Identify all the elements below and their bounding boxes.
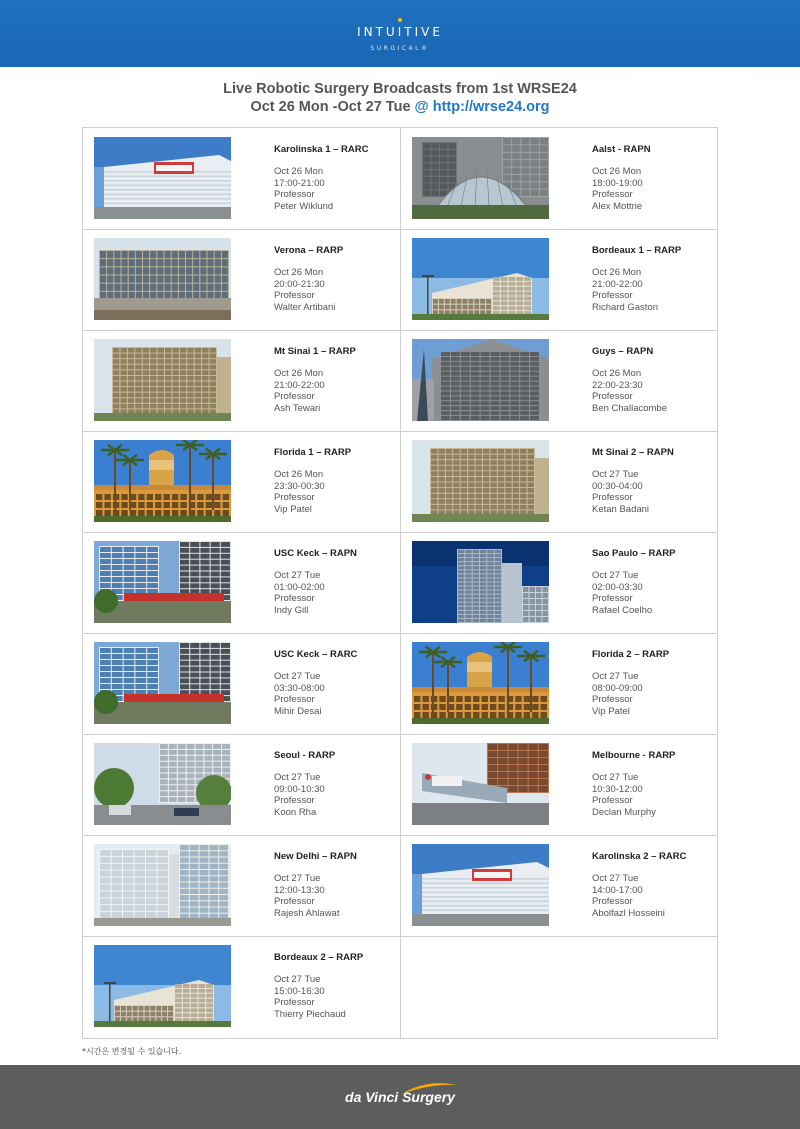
footer-bar <box>0 1065 800 1129</box>
hospital-photo <box>412 238 549 320</box>
surgeon-title: Professor <box>592 290 633 302</box>
surgeon-name: Declan Murphy <box>592 806 656 818</box>
hospital-photo <box>94 844 231 926</box>
broadcast-time: 17:00-21:00 <box>274 177 325 189</box>
broadcast-card <box>83 936 400 1037</box>
broadcast-date: Oct 27 Tue <box>592 772 639 784</box>
broadcast-card <box>83 431 400 532</box>
surgeon-title: Professor <box>274 997 315 1009</box>
hospital-photo <box>412 541 549 623</box>
surgeon-name: Thierry Piechaud <box>274 1008 346 1020</box>
surgeon-name: Ash Tewari <box>274 402 321 414</box>
broadcast-info <box>592 548 712 616</box>
broadcast-card <box>401 532 718 633</box>
broadcast-info <box>592 144 712 212</box>
surgeon-name: Indy Gill <box>274 604 309 616</box>
broadcast-card <box>401 734 718 835</box>
surgeon-name: Koon Rha <box>274 806 317 818</box>
hospital-photo <box>94 642 231 724</box>
hospital-photo <box>412 743 549 825</box>
broadcast-time: 22:00-23:30 <box>592 379 643 391</box>
surgical-logo <box>0 45 800 52</box>
broadcast-info <box>592 649 712 717</box>
surgeon-name: Peter Wiklund <box>274 200 334 212</box>
broadcast-time: 23:30-00:30 <box>274 480 325 492</box>
website-link[interactable]: @ http://wrse24.org <box>414 99 550 115</box>
logo-registered-mark: ® <box>420 45 430 52</box>
broadcast-card <box>83 330 400 431</box>
surgeon-title: Professor <box>592 896 633 908</box>
broadcast-date: Oct 26 Mon <box>274 267 324 279</box>
broadcast-date: Oct 26 Mon <box>274 368 324 380</box>
surgeon-name: Ben Challacombe <box>592 402 667 414</box>
schedule-note: *시간은 변경될 수 있습니다. <box>82 1047 182 1056</box>
broadcast-date: Oct 27 Tue <box>274 873 321 885</box>
surgeon-title: Professor <box>274 795 315 807</box>
broadcast-time: 18:00-19:00 <box>592 177 643 189</box>
broadcast-date: Oct 27 Tue <box>274 772 321 784</box>
surgeon-title: Professor <box>592 795 633 807</box>
surgeon-title: Professor <box>592 391 633 403</box>
broadcast-card <box>83 835 400 936</box>
broadcast-info <box>592 447 712 515</box>
logo-top-text: INTUITIVE <box>357 25 443 39</box>
broadcast-date: Oct 27 Tue <box>592 469 639 481</box>
broadcast-site: Mt Sinai 2 – RAPN <box>592 447 674 458</box>
broadcast-date: Oct 26 Mon <box>274 166 324 178</box>
title-line-1: Live Robotic Surgery Broadcasts from 1st WRSE24 <box>223 81 577 97</box>
broadcast-info <box>274 447 394 515</box>
broadcast-site: Guys – RAPN <box>592 346 654 357</box>
broadcast-site: Melbourne - RARP <box>592 750 676 761</box>
broadcast-card <box>83 734 400 835</box>
broadcast-card <box>401 229 718 330</box>
broadcast-time: 21:00-22:00 <box>274 379 325 391</box>
broadcast-site: Florida 1 – RARP <box>274 447 352 458</box>
hospital-photo <box>94 945 231 1027</box>
surgeon-title: Professor <box>274 290 315 302</box>
broadcast-time: 10:30-12:00 <box>592 783 643 795</box>
hospital-photo <box>412 137 549 219</box>
broadcast-date: Oct 27 Tue <box>274 974 321 986</box>
broadcast-site: Bordeaux 1 – RARP <box>592 245 682 256</box>
broadcast-card <box>401 633 718 734</box>
broadcast-info <box>274 649 394 717</box>
broadcast-site: Seoul - RARP <box>274 750 336 761</box>
surgeon-title: Professor <box>592 492 633 504</box>
intuitive-logo <box>0 25 800 39</box>
broadcast-info <box>274 750 394 818</box>
broadcast-card <box>401 128 718 229</box>
broadcast-info <box>274 952 394 1020</box>
broadcast-date: Oct 27 Tue <box>592 671 639 683</box>
surgeon-name: Walter Artibani <box>274 301 336 313</box>
broadcast-date: Oct 27 Tue <box>274 570 321 582</box>
hospital-photo <box>94 541 231 623</box>
hospital-photo <box>94 743 231 825</box>
broadcast-info <box>274 346 394 414</box>
broadcast-card <box>401 431 718 532</box>
broadcast-time: 02:00-03:30 <box>592 581 643 593</box>
header-bar <box>0 0 800 67</box>
hospital-photo <box>412 844 549 926</box>
broadcast-date: Oct 26 Mon <box>592 267 642 279</box>
broadcast-time: 00:30-04:00 <box>592 480 643 492</box>
hospital-photo <box>94 238 231 320</box>
broadcast-info <box>274 548 394 616</box>
broadcast-date: Oct 26 Mon <box>274 469 324 481</box>
surgeon-name: Rafael Coelho <box>592 604 653 616</box>
title-dates: Oct 26 Mon -Oct 27 Tue <box>250 99 415 115</box>
broadcast-site: USC Keck – RARC <box>274 649 358 660</box>
broadcast-date: Oct 27 Tue <box>592 873 639 885</box>
broadcast-time: 21:00-22:00 <box>592 278 643 290</box>
broadcast-site: Aalst - RAPN <box>592 144 651 155</box>
surgeon-name: Ketan Badani <box>592 503 650 515</box>
broadcast-time: 08:00-09:00 <box>592 682 643 694</box>
broadcast-info <box>274 851 394 919</box>
surgeon-name: Vip Patel <box>592 705 630 717</box>
surgeon-name: Abolfazl Hosseini <box>592 907 665 919</box>
page-title <box>0 80 800 116</box>
surgeon-title: Professor <box>274 391 315 403</box>
broadcast-card <box>401 330 718 431</box>
surgeon-name: Richard Gaston <box>592 301 659 313</box>
broadcast-time: 12:00-13:30 <box>274 884 325 896</box>
broadcast-date: Oct 27 Tue <box>592 570 639 582</box>
broadcast-time: 03:30-08:00 <box>274 682 325 694</box>
broadcast-site: Bordeaux 2 – RARP <box>274 952 364 963</box>
logo-bottom-text: SURGICAL <box>370 45 421 52</box>
broadcast-site: Karolinska 1 – RARC <box>274 144 369 155</box>
broadcast-site: Karolinska 2 – RARC <box>592 851 687 862</box>
broadcast-site: Florida 2 – RARP <box>592 649 670 660</box>
surgeon-title: Professor <box>592 593 633 605</box>
surgeon-title: Professor <box>274 189 315 201</box>
surgeon-title: Professor <box>592 694 633 706</box>
broadcast-info <box>592 750 712 818</box>
surgeon-title: Professor <box>274 492 315 504</box>
broadcast-card <box>83 229 400 330</box>
broadcast-info <box>274 245 394 313</box>
broadcast-site: New Delhi – RAPN <box>274 851 357 862</box>
broadcast-date: Oct 26 Mon <box>592 368 642 380</box>
broadcast-card <box>83 128 400 229</box>
hospital-photo <box>412 440 549 522</box>
broadcast-site: USC Keck – RAPN <box>274 548 357 559</box>
broadcast-time: 09:00-10:30 <box>274 783 325 795</box>
hospital-photo <box>412 642 549 724</box>
broadcast-site: Sao Paulo – RARP <box>592 548 676 559</box>
hospital-photo <box>94 137 231 219</box>
broadcast-grid <box>82 127 718 1039</box>
surgeon-name: Alex Mottrie <box>592 200 643 212</box>
broadcast-info <box>592 346 712 414</box>
broadcast-site: Mt Sinai 1 – RARP <box>274 346 356 357</box>
broadcast-time: 20:00-21:30 <box>274 278 325 290</box>
broadcast-info <box>592 245 712 313</box>
hospital-photo <box>94 339 231 421</box>
surgeon-name: Vip Patel <box>274 503 312 515</box>
da-vinci-logo: da Vinci Surgery <box>345 1089 455 1105</box>
broadcast-time: 14:00-17:00 <box>592 884 643 896</box>
broadcast-date: Oct 27 Tue <box>274 671 321 683</box>
surgeon-name: Mihir Desai <box>274 705 322 717</box>
broadcast-time: 01:00-02:00 <box>274 581 325 593</box>
surgeon-title: Professor <box>274 694 315 706</box>
broadcast-time: 15:00-16:30 <box>274 985 325 997</box>
broadcast-card <box>83 633 400 734</box>
title-line-2 <box>0 98 800 116</box>
broadcast-date: Oct 26 Mon <box>592 166 642 178</box>
logo-dot-icon <box>398 18 402 22</box>
broadcast-info <box>592 851 712 919</box>
surgeon-name: Rajesh Ahlawat <box>274 907 340 919</box>
hospital-photo <box>94 440 231 522</box>
hospital-photo <box>412 339 549 421</box>
broadcast-card <box>401 835 718 936</box>
surgeon-title: Professor <box>274 593 315 605</box>
surgeon-title: Professor <box>274 896 315 908</box>
broadcast-card <box>83 532 400 633</box>
surgeon-title: Professor <box>592 189 633 201</box>
broadcast-site: Verona – RARP <box>274 245 344 256</box>
broadcast-info <box>274 144 394 212</box>
